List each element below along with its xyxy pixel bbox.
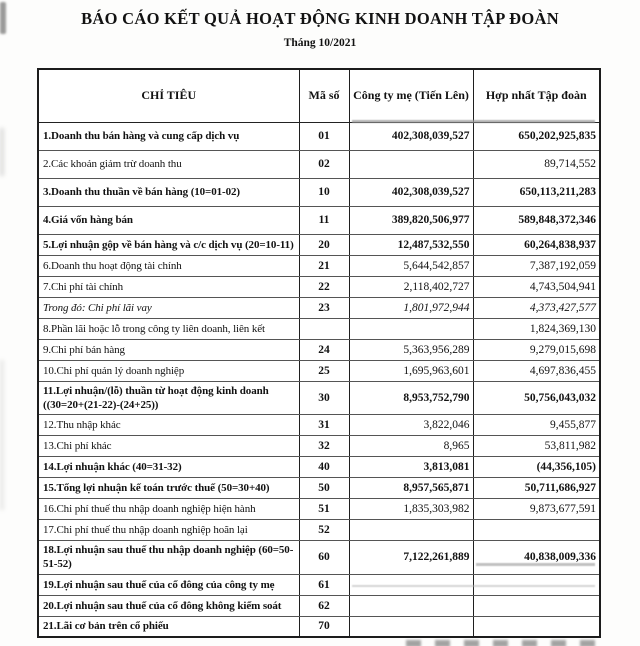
parent-company-value: 5,644,542,857: [349, 255, 473, 276]
column-header-hop-nhat: Hợp nhất Tập đoàn: [473, 69, 600, 122]
row-label: 7.Chi phí tài chính: [43, 280, 123, 293]
column-header-chi-tieu: CHỈ TIÊU: [38, 69, 299, 122]
parent-company-value: [349, 574, 473, 595]
row-label-cell: [38, 616, 299, 637]
row-label: 1.Doanh thu bán hàng và cung cấp dịch vụ: [43, 130, 240, 142]
row-code: 70: [299, 616, 349, 637]
row-label: 13.Chi phí khác: [43, 440, 112, 453]
row-label: 5.Lợi nhuận gộp về bán hàng và c/c dịch vụ (20=10-11): [43, 238, 294, 251]
row-label-cell: [38, 178, 299, 206]
consolidated-group-value: 60,264,838,937: [473, 234, 600, 255]
table-row: [38, 541, 600, 575]
row-label: 4.Giá vốn hàng bán: [43, 214, 133, 226]
consolidated-group-value: 40,838,009,336: [473, 541, 600, 575]
row-label-cell: [38, 595, 299, 616]
row-code: 40: [299, 457, 349, 478]
table-row: [38, 616, 600, 637]
table-row: [38, 415, 600, 436]
row-label-cell: [38, 381, 299, 415]
parent-company-value: [349, 520, 473, 541]
row-label: 18.Lợi nhuận sau thuế thu nhập doanh nghiệp (60=50-51-52): [43, 544, 294, 571]
parent-company-value: 3,813,081: [349, 457, 473, 478]
row-code: 23: [299, 297, 349, 318]
row-label-cell: [38, 574, 299, 595]
table-row: [38, 339, 600, 360]
consolidated-group-value: [473, 616, 600, 637]
row-code: 32: [299, 436, 349, 457]
row-label-cell: [38, 499, 299, 520]
consolidated-group-value: 650,202,925,835: [473, 122, 600, 150]
row-label-cell: [38, 415, 299, 436]
table-header: [38, 69, 600, 122]
table-row: [38, 122, 600, 150]
row-label: 12.Thu nhập khác: [43, 419, 121, 432]
row-code: 10: [299, 178, 349, 206]
consolidated-group-value: 589,848,372,346: [473, 206, 600, 234]
row-label: 11.Lợi nhuận/(lỗ) thuần từ hoạt động kinh doanh ((30=20+(21-22)-(24+25)): [43, 384, 269, 411]
row-code: 50: [299, 478, 349, 499]
report-subtitle: Tháng 10/2021: [283, 37, 357, 49]
row-code: [299, 318, 349, 339]
row-label-cell: [38, 339, 299, 360]
consolidated-group-value: [473, 574, 600, 595]
consolidated-group-value: 53,811,982: [473, 436, 600, 457]
row-code: 21: [299, 255, 349, 276]
row-label: 17.Chi phí thuế thu nhập doanh nghiệp hoãn lại: [43, 524, 248, 537]
row-code: 02: [299, 150, 349, 178]
table-row: [38, 574, 600, 595]
row-label-cell: [38, 436, 299, 457]
consolidated-group-value: 50,711,686,927: [473, 478, 600, 499]
parent-company-value: 5,363,956,289: [349, 339, 473, 360]
table-row: [38, 318, 600, 339]
row-label-cell: [38, 276, 299, 297]
parent-company-value: 402,308,039,527: [349, 122, 473, 150]
consolidated-group-value: 4,743,504,941: [473, 276, 600, 297]
report-table: [37, 68, 601, 638]
row-label: 15.Tổng lợi nhuận kế toán trước thuế (50=30+40): [43, 482, 270, 495]
row-code: 61: [299, 574, 349, 595]
consolidated-group-value: 4,373,427,577: [473, 297, 600, 318]
row-label-cell: [38, 234, 299, 255]
row-label: 3.Doanh thu thuần về bán hàng (10=01-02): [43, 186, 240, 198]
consolidated-group-value: 9,279,015,698: [473, 339, 600, 360]
row-label: 19.Lợi nhuận sau thuế của cổ đông của công ty mẹ: [43, 578, 275, 591]
table-row: [38, 297, 600, 318]
parent-company-value: [349, 150, 473, 178]
report-title: BÁO CÁO KẾT QUẢ HOẠT ĐỘNG KINH DOANH TẬP ĐOÀN: [81, 9, 559, 28]
row-label-cell: [38, 360, 299, 381]
row-label: 14.Lợi nhuận khác (40=31-32): [43, 461, 182, 474]
row-label-cell: [38, 318, 299, 339]
header-row: [38, 69, 600, 122]
cutoff-footer-text: [406, 640, 606, 646]
parent-company-value: 1,835,303,982: [349, 499, 473, 520]
parent-company-value: 8,957,565,871: [349, 478, 473, 499]
row-code: 62: [299, 595, 349, 616]
consolidated-group-value: 9,873,677,591: [473, 499, 600, 520]
row-label-cell: [38, 457, 299, 478]
row-code: 22: [299, 276, 349, 297]
row-label: 16.Chi phí thuế thu nhập doanh nghiệp hiện hành: [43, 503, 256, 516]
row-label-cell: [38, 541, 299, 575]
consolidated-group-value: [473, 595, 600, 616]
parent-company-value: 8,953,752,790: [349, 381, 473, 415]
row-code: 60: [299, 541, 349, 575]
row-label: 8.Phần lãi hoặc lỗ trong công ty liên doanh, liên kết: [43, 322, 265, 335]
parent-company-value: 402,308,039,527: [349, 178, 473, 206]
row-code: 01: [299, 122, 349, 150]
parent-company-value: 3,822,046: [349, 415, 473, 436]
table-row: [38, 150, 600, 178]
table-row: [38, 595, 600, 616]
row-code: 31: [299, 415, 349, 436]
row-label: 2.Các khoản giảm trừ doanh thu: [43, 158, 182, 170]
row-code: 24: [299, 339, 349, 360]
parent-company-value: 8,965: [349, 436, 473, 457]
parent-company-value: 1,801,972,944: [349, 297, 473, 318]
row-label-cell: [38, 478, 299, 499]
row-code: 51: [299, 499, 349, 520]
row-label: 10.Chi phí quản lý doanh nghiệp: [43, 364, 185, 377]
row-label-cell: [38, 520, 299, 541]
row-code: 20: [299, 234, 349, 255]
column-header-cong-ty-me: Công ty mẹ (Tiến Lên): [349, 69, 473, 122]
consolidated-group-value: [473, 520, 600, 541]
row-code: 30: [299, 381, 349, 415]
row-label: 20.Lợi nhuận sau thuế của cổ đông không kiểm soát: [43, 599, 282, 612]
table-row: [38, 381, 600, 415]
table-row: [38, 178, 600, 206]
parent-company-value: [349, 595, 473, 616]
row-code: 52: [299, 520, 349, 541]
parent-company-value: 1,695,963,601: [349, 360, 473, 381]
parent-company-value: [349, 616, 473, 637]
parent-company-value: 7,122,261,889: [349, 541, 473, 575]
table-row: [38, 360, 600, 381]
consolidated-group-value: 7,387,192,059: [473, 255, 600, 276]
parent-company-value: 2,118,402,727: [349, 276, 473, 297]
row-label-cell: [38, 297, 299, 318]
scan-smudge: [0, 360, 4, 510]
row-label-cell: [38, 150, 299, 178]
table-row: [38, 499, 600, 520]
consolidated-group-value: 9,455,877: [473, 415, 600, 436]
parent-company-value: [349, 318, 473, 339]
table-row: [38, 255, 600, 276]
consolidated-group-value: 4,697,836,455: [473, 360, 600, 381]
column-header-ma-so: Mã số: [299, 69, 349, 122]
row-label: 6.Doanh thu hoạt động tài chính: [43, 259, 182, 272]
table-row: [38, 457, 600, 478]
table-row: [38, 478, 600, 499]
row-label-cell: [38, 122, 299, 150]
row-label-cell: [38, 255, 299, 276]
table-row: [38, 520, 600, 541]
row-code: 11: [299, 206, 349, 234]
table-row: [38, 276, 600, 297]
consolidated-group-value: (44,356,105): [473, 457, 600, 478]
table-row: [38, 436, 600, 457]
consolidated-group-value: 89,714,552: [473, 150, 600, 178]
consolidated-group-value: 50,756,043,032: [473, 381, 600, 415]
consolidated-group-value: 650,113,211,283: [473, 178, 600, 206]
row-label: 9.Chi phí bán hàng: [43, 343, 125, 356]
table-row: [38, 234, 600, 255]
row-code: 25: [299, 360, 349, 381]
row-label: 21.Lãi cơ bản trên cổ phiếu: [43, 620, 169, 633]
scan-smudge: [0, 128, 4, 176]
parent-company-value: 12,487,532,550: [349, 234, 473, 255]
consolidated-group-value: 1,824,369,130: [473, 318, 600, 339]
row-label: Trong đó: Chi phí lãi vay: [43, 301, 152, 314]
table-body: [38, 122, 600, 637]
parent-company-value: 389,820,506,977: [349, 206, 473, 234]
table-row: [38, 206, 600, 234]
row-label-cell: [38, 206, 299, 234]
